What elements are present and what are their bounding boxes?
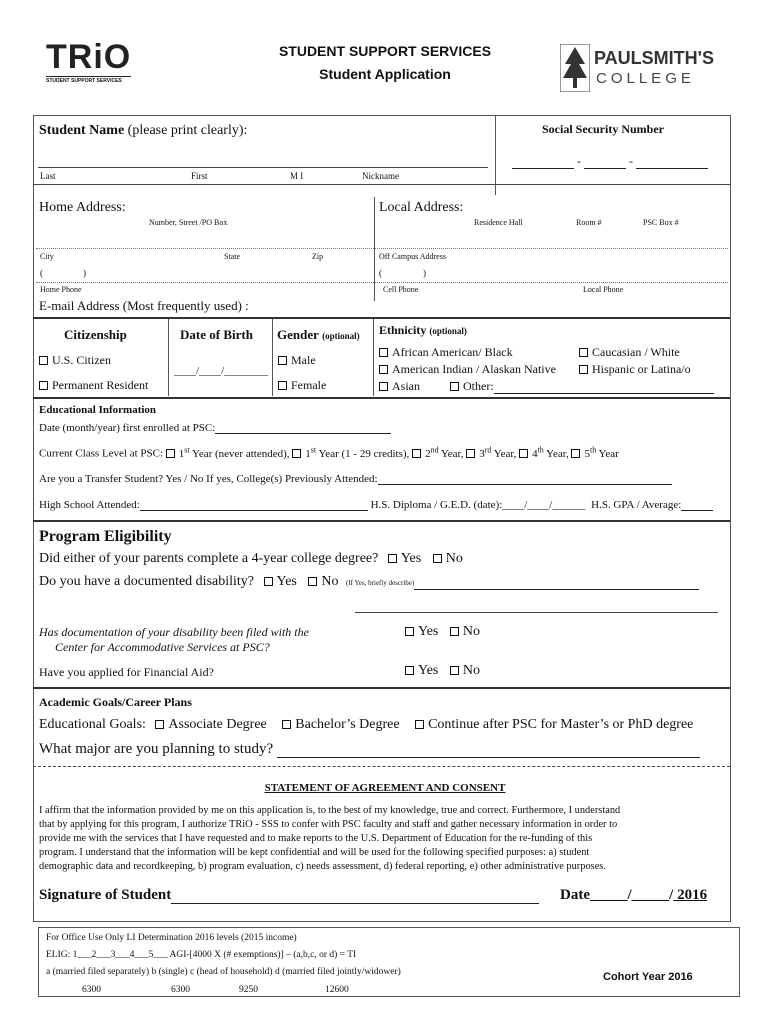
checkbox-icon[interactable] [278, 381, 287, 390]
checkbox-icon[interactable] [308, 577, 317, 586]
checkbox-icon[interactable] [450, 627, 459, 636]
address-line[interactable] [36, 248, 728, 249]
disability-describe-line[interactable] [355, 612, 718, 613]
state-label: State [224, 252, 240, 261]
class-level-row [39, 445, 619, 460]
disability-question-row [39, 574, 699, 590]
african-american-option[interactable] [379, 345, 513, 360]
zip-label: Zip [312, 252, 324, 261]
female-option[interactable] [278, 378, 326, 393]
divider [33, 184, 730, 185]
educational-goals-row [39, 717, 693, 733]
transfer-row [39, 472, 672, 485]
hs-gpa-label: H.S. GPA / Average: [591, 499, 682, 511]
date-year: 2016 [673, 887, 708, 903]
checkbox-icon[interactable] [379, 348, 388, 357]
caucasian-option[interactable] [579, 345, 680, 360]
divider [33, 397, 730, 399]
office-line-3: a (married filed separately) b (single) c (head of household) d (married filed jointly/widower) [46, 967, 401, 977]
gender-heading [277, 327, 360, 343]
citizenship-divider [168, 319, 169, 396]
parents-question-row [39, 551, 463, 567]
gender-heading-text: Gender [277, 327, 319, 342]
permanent-resident-option[interactable] [39, 378, 148, 393]
gender-optional: (optional) [322, 331, 360, 341]
high-school-input[interactable] [140, 498, 368, 511]
student-name-label [39, 123, 247, 139]
office-amount-b: 6300 [171, 985, 190, 995]
first-label: First [191, 171, 208, 181]
agreement-text [39, 804, 620, 874]
last-label: Last [40, 171, 56, 181]
documentation-question [39, 625, 309, 655]
page-subtitle: Student Application [319, 66, 451, 82]
goals-heading: Academic Goals/Career Plans [39, 695, 192, 709]
room-label: Room # [576, 218, 602, 227]
checkbox-icon[interactable] [166, 449, 175, 458]
home-address-sublabel: Number, Street /PO Box [149, 218, 228, 227]
trio-logo-subtext: STUDENT SUPPORT SERVICES [46, 76, 131, 84]
disability-describe-input[interactable] [414, 577, 699, 590]
agreement-line: demographic data and recordkeeping, b) program evaluation, c) needs assessment, d) federal reporting, e) other administrative purposes. [39, 861, 606, 872]
page-title: STUDENT SUPPORT SERVICES [278, 43, 492, 59]
ethnicity-optional: (optional) [429, 326, 467, 336]
checkbox-icon[interactable] [278, 356, 287, 365]
documentation-question-line1: Has documentation of your disability been filed with the [39, 625, 309, 639]
year5-label: 5th Year [584, 445, 619, 460]
class-level-label: Current Class Level at PSC: [39, 447, 164, 460]
documentation-answer [405, 624, 480, 640]
office-line-2: ELIG: 1___2___3___4___5___ AGI-[4000 X (# exemptions)] – (a,b,c, or d) = TI [46, 950, 357, 960]
education-heading: Educational Information [39, 404, 157, 416]
checkbox-icon[interactable] [379, 382, 388, 391]
american-indian-label: American Indian / Alaskan Native [392, 362, 556, 376]
yes-label: Yes [418, 624, 439, 639]
financial-aid-question: Have you applied for Financial Aid? [39, 665, 214, 679]
off-campus-label: Off Campus Address [379, 252, 446, 261]
asian-option[interactable] [379, 379, 420, 394]
high-school-row [39, 498, 713, 511]
hispanic-label: Hispanic or Latina/o [592, 362, 691, 376]
divider [33, 687, 730, 689]
no-label: No [462, 663, 480, 678]
ssn-divider [495, 115, 496, 195]
agreement-line: provide me with the services that I have requested and to make reports to the U.S. Department of Education for the re-funding of this [39, 833, 593, 844]
nickname-label: Nickname [362, 171, 399, 181]
date-row[interactable] [560, 887, 707, 904]
office-amount-c: 9250 [239, 985, 258, 995]
tree-icon [560, 44, 590, 92]
agreement-line: program. I understand that the information will be kept confidential and will be used for the following specified purposes: a) student [39, 847, 590, 858]
agreement-line: I affirm that the information provided by me on this application is, to the best of my knowledge, true and correct. Furthermore, I understand [39, 805, 621, 816]
dob-heading: Date of Birth [180, 327, 253, 342]
home-address-label: Home Address: [39, 200, 126, 215]
hispanic-option[interactable] [579, 362, 691, 377]
signature-input[interactable] [171, 889, 539, 904]
bachelor-label: Bachelor’s Degree [295, 717, 400, 732]
office-amount-a: 6300 [82, 985, 101, 995]
divider [33, 766, 730, 767]
documentation-question-line2: Center for Accommodative Services at PSC? [55, 640, 270, 654]
checkbox-icon[interactable] [39, 356, 48, 365]
address-divider [374, 197, 375, 301]
asian-label: Asian [392, 379, 420, 393]
checkbox-icon[interactable] [39, 381, 48, 390]
phone-line[interactable] [36, 282, 728, 283]
other-input[interactable] [494, 381, 714, 394]
checkbox-icon[interactable] [155, 720, 164, 729]
date-first-label: Date (month/year) first enrolled at PSC: [39, 422, 216, 434]
form-frame [33, 115, 731, 922]
major-label: What major are you planning to study? [39, 741, 274, 757]
permanent-resident-label: Permanent Resident [52, 378, 149, 392]
cohort-year: Cohort Year 2016 [603, 971, 693, 983]
signature-row [39, 887, 539, 904]
ethnicity-heading [379, 323, 467, 338]
cell-phone-paren-open: ( [379, 268, 382, 278]
cell-phone-paren-close: ) [423, 268, 426, 278]
student-name-heading: Student Name [39, 123, 125, 138]
checkbox-icon[interactable] [292, 449, 301, 458]
psc-box-label: PSC Box # [643, 218, 679, 227]
checkbox-icon[interactable] [519, 449, 528, 458]
name-input-line[interactable] [38, 167, 488, 168]
financial-aid-answer [405, 663, 480, 679]
checkbox-icon[interactable] [571, 449, 580, 458]
checkbox-icon[interactable] [405, 666, 414, 675]
checkbox-icon[interactable] [579, 365, 588, 374]
us-citizen-option[interactable] [39, 353, 111, 368]
student-name-note: (please print clearly): [127, 123, 248, 138]
other-option[interactable] [450, 379, 714, 394]
local-phone-label: Local Phone [583, 285, 624, 294]
mi-label: M I [290, 171, 304, 181]
checkbox-icon[interactable] [415, 720, 424, 729]
male-option[interactable] [278, 353, 316, 368]
residence-hall-label: Residence Hall [474, 218, 523, 227]
ssn-input[interactable]: - - [512, 154, 708, 169]
checkbox-icon[interactable] [405, 627, 414, 636]
cell-phone-label: Cell Phone [383, 285, 419, 294]
college-logo-word: COLLEGE [596, 70, 695, 87]
yes-label: Yes [418, 663, 439, 678]
american-indian-option[interactable] [379, 362, 556, 377]
checkbox-icon[interactable] [379, 365, 388, 374]
email-label: E-mail Address (Most frequently used) : [39, 298, 249, 313]
trio-logo-text: TRiO [46, 38, 132, 76]
signature-label: Signature of Student [39, 887, 172, 903]
if-yes-note: (If Yes, briefly describe) [346, 579, 415, 587]
checkbox-icon[interactable] [579, 348, 588, 357]
gender-divider [373, 319, 374, 396]
female-label: Female [291, 378, 327, 392]
checkbox-icon[interactable] [433, 554, 442, 563]
year1-never-label: 1st Year (never attended), [178, 445, 290, 460]
date-label: Date_____/_____/ [560, 887, 674, 903]
home-phone-paren-open: ( [40, 268, 43, 278]
home-phone-paren-close: ) [83, 268, 86, 278]
high-school-label: High School Attended: [39, 499, 140, 511]
checkbox-icon[interactable] [388, 554, 397, 563]
us-citizen-label: U.S. Citizen [52, 353, 111, 367]
agreement-line: that by applying for this program, I authorize TRiO - SSS to confer with PSC faculty and staff and gather necessary information in order to [39, 819, 618, 830]
checkbox-icon[interactable] [450, 382, 459, 391]
parents-question: Did either of your parents complete a 4-year college degree? [39, 551, 379, 566]
associate-label: Associate Degree [168, 717, 267, 732]
educational-goals-label: Educational Goals: [39, 717, 146, 732]
major-input[interactable] [277, 743, 700, 758]
other-label: Other: [463, 379, 494, 393]
city-label: City [40, 252, 54, 261]
caucasian-label: Caucasian / White [592, 345, 680, 359]
local-address-label: Local Address: [379, 200, 464, 215]
disability-question: Do you have a documented disability? [39, 574, 254, 589]
year2-label: 2nd Year, [425, 445, 464, 460]
transfer-input[interactable] [378, 472, 672, 485]
agreement-heading: STATEMENT OF AGREEMENT AND CONSENT [264, 782, 506, 794]
college-logo-name: PAULSMITH'S [594, 48, 714, 68]
hs-gpa-input[interactable] [681, 498, 713, 511]
office-line-1: For Office Use Only LI Determination 2016 levels (2015 income) [46, 933, 297, 943]
major-row [39, 741, 700, 758]
home-phone-label: Home Phone [40, 285, 82, 294]
checkbox-icon[interactable] [466, 449, 475, 458]
year3-label: 3rd Year, [479, 445, 517, 460]
african-american-label: African American/ Black [392, 345, 513, 359]
checkbox-icon[interactable] [450, 666, 459, 675]
date-first-enrolled [39, 421, 391, 434]
transfer-label: Are you a Transfer Student? Yes / No If yes, College(s) Previously Attended: [39, 473, 378, 485]
dob-divider [272, 319, 273, 396]
ethnicity-heading-text: Ethnicity [379, 323, 427, 337]
checkbox-icon[interactable] [412, 449, 421, 458]
checkbox-icon[interactable] [264, 577, 273, 586]
no-label: No [321, 574, 339, 589]
year1-credits-label: 1st Year (1 - 29 credits), [305, 445, 410, 460]
divider [33, 520, 730, 522]
eligibility-heading: Program Eligibility [39, 528, 172, 545]
hs-diploma-label[interactable]: H.S. Diploma / G.E.D. (date):____/____/______ [370, 499, 586, 511]
year4-label: 4th Year, [532, 445, 569, 460]
ssn-label: Social Security Number [542, 122, 664, 136]
citizenship-heading: Citizenship [64, 327, 127, 342]
continue-label: Continue after PSC for Master’s or PhD degree [428, 717, 694, 732]
divider [33, 317, 730, 319]
date-first-input[interactable] [215, 421, 391, 434]
yes-label: Yes [400, 551, 422, 566]
no-label: No [445, 551, 463, 566]
dob-input[interactable]: ____/____/________ [174, 365, 269, 377]
checkbox-icon[interactable] [282, 720, 291, 729]
yes-label: Yes [276, 574, 297, 589]
male-label: Male [291, 353, 316, 367]
office-amount-d: 12600 [325, 985, 349, 995]
no-label: No [462, 624, 480, 639]
